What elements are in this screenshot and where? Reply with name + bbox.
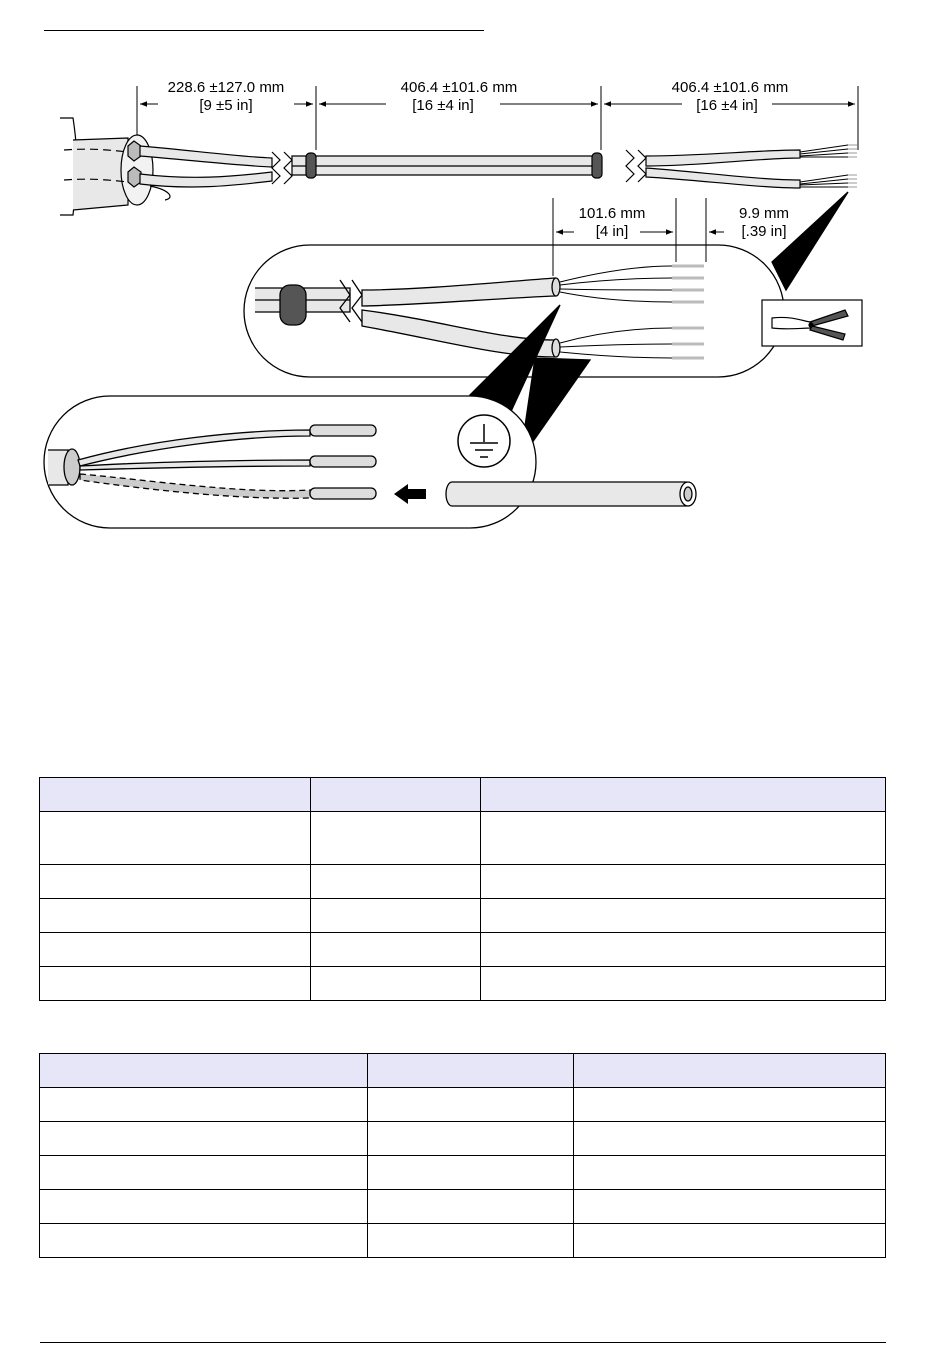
table-cell xyxy=(40,865,311,899)
dim-segment2-mm: 406.4 ±101.6 mm xyxy=(400,79,518,96)
table-row xyxy=(40,967,886,1001)
table-cell xyxy=(368,1088,574,1122)
table-cell xyxy=(40,1122,368,1156)
table-header-row xyxy=(40,778,886,812)
wire-cutter-icon xyxy=(762,300,862,346)
table-cell xyxy=(481,899,886,933)
table-cell xyxy=(311,865,481,899)
table-header-cell xyxy=(368,1054,574,1088)
dim-segment2-in: [16 ±4 in] xyxy=(412,97,474,114)
table-cell xyxy=(40,812,311,865)
table-header-cell xyxy=(311,778,481,812)
table-header-cell xyxy=(481,778,886,812)
table-cell xyxy=(574,1224,886,1258)
dim-segment3-in: [16 ±4 in] xyxy=(696,97,758,114)
table-2 xyxy=(39,1053,886,1258)
table-cell xyxy=(574,1088,886,1122)
table-cell xyxy=(368,1190,574,1224)
table-header-cell xyxy=(40,1054,368,1088)
table-cell xyxy=(40,967,311,1001)
table-cell xyxy=(40,1224,368,1258)
table-row xyxy=(40,1190,886,1224)
dim-end-in: [.39 in] xyxy=(741,223,787,240)
table-cell xyxy=(40,1156,368,1190)
table-row xyxy=(40,1224,886,1258)
table-cell xyxy=(481,933,886,967)
table-row xyxy=(40,812,886,865)
table-cell xyxy=(368,1122,574,1156)
table-cell xyxy=(481,812,886,865)
upper-wire-ends xyxy=(800,145,857,187)
table-row xyxy=(40,865,886,899)
table-cell xyxy=(40,1190,368,1224)
table-cell xyxy=(311,967,481,1001)
table-cell xyxy=(40,1088,368,1122)
dim-strip-mm: 101.6 mm xyxy=(578,205,646,222)
table-row xyxy=(40,1122,886,1156)
table-row xyxy=(40,899,886,933)
upper-cables xyxy=(140,146,800,188)
table-cell xyxy=(481,865,886,899)
dim-strip-in: [4 in] xyxy=(595,223,629,240)
table-header-row xyxy=(40,1054,886,1088)
footer-rule xyxy=(40,1342,886,1343)
cable-preparation-figure xyxy=(0,0,950,560)
table-cell xyxy=(311,812,481,865)
dim-segment1-in: [9 ±5 in] xyxy=(199,97,253,114)
ground-symbol-icon xyxy=(458,415,510,467)
table-row xyxy=(40,1088,886,1122)
table-row xyxy=(40,933,886,967)
dim-end-mm: 9.9 mm xyxy=(738,205,790,222)
dim-segment3-mm: 406.4 ±101.6 mm xyxy=(671,79,789,96)
table-cell xyxy=(368,1224,574,1258)
table-row xyxy=(40,1156,886,1190)
table-cell xyxy=(311,933,481,967)
table-cell xyxy=(40,933,311,967)
table-cell xyxy=(311,899,481,933)
table-cell xyxy=(574,1156,886,1190)
table-cell xyxy=(574,1190,886,1224)
probe-housing xyxy=(60,118,170,215)
table-1 xyxy=(39,777,886,1001)
table-cell xyxy=(574,1122,886,1156)
table-cell xyxy=(368,1156,574,1190)
table-header-cell xyxy=(40,778,311,812)
table-cell xyxy=(481,967,886,1001)
heat-shrink-tube xyxy=(446,482,696,506)
table-header-cell xyxy=(574,1054,886,1088)
dim-segment1-mm: 228.6 ±127.0 mm xyxy=(167,79,285,96)
table-cell xyxy=(40,899,311,933)
